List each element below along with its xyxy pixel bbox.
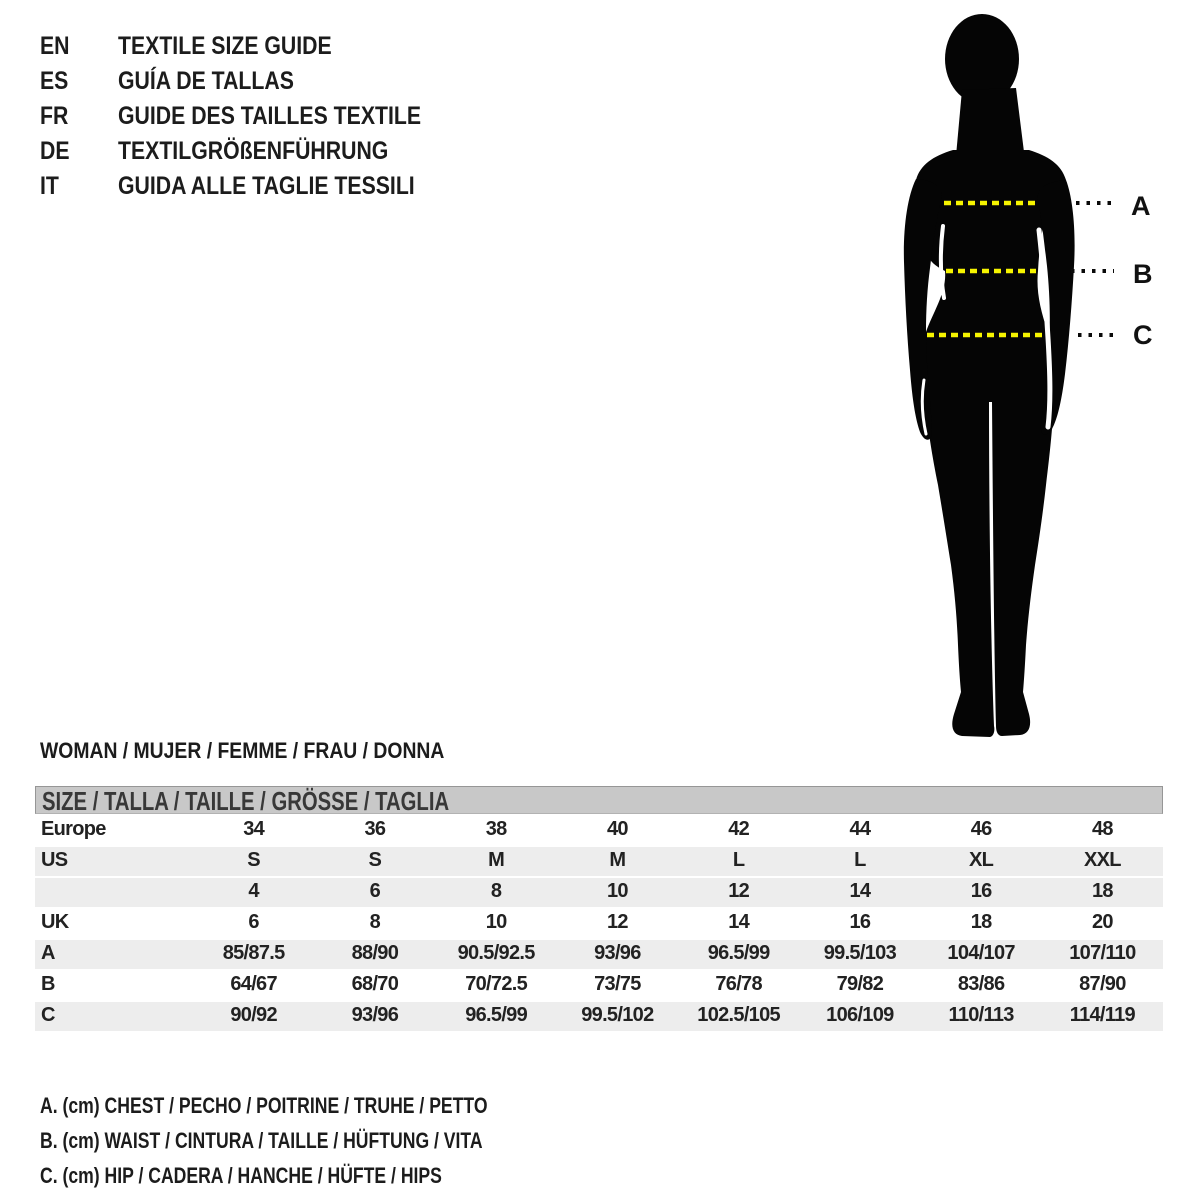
cell-value: L	[732, 849, 745, 871]
cell-value: 88/90	[351, 942, 399, 964]
cell-value: 68/70	[351, 973, 399, 995]
cell-value: 96.5/99	[465, 1004, 528, 1026]
cell-value: 20	[1091, 911, 1113, 933]
cell-value: 99.5/102	[581, 1004, 654, 1026]
cell-value: 14	[849, 880, 871, 902]
language-row	[40, 29, 475, 64]
cell-value: 93/96	[351, 1004, 399, 1026]
cell-value: 6	[248, 911, 259, 933]
legend-line	[40, 1088, 599, 1123]
language-code: EN	[40, 32, 70, 60]
cell-value: 85/87.5	[222, 942, 285, 964]
table-row	[35, 907, 1163, 938]
cell-value: 44	[849, 818, 871, 840]
silhouette-neck	[956, 88, 1024, 156]
row-label: US	[41, 849, 68, 871]
woman-silhouette-figure	[880, 0, 1200, 760]
language-title: TEXTILE SIZE GUIDE	[118, 32, 332, 60]
row-label: UK	[41, 911, 69, 933]
row-label: B	[41, 973, 55, 995]
cell-value: 8	[490, 880, 502, 902]
cell-value: 76/78	[715, 973, 762, 995]
measurement-legend	[40, 1088, 599, 1193]
cell-value: 106/109	[826, 1004, 894, 1026]
cell-value: 16	[849, 911, 871, 933]
language-title: GUIDA ALLE TAGLIE TESSILI	[118, 172, 415, 200]
section-title	[40, 737, 500, 765]
cell-value: 34	[243, 818, 265, 840]
cell-value: 93/96	[594, 942, 641, 964]
legend-line-text: A. (cm) CHEST / PECHO / POITRINE / TRUHE / PETTO	[40, 1093, 488, 1118]
marker-label-a: A	[1131, 191, 1151, 221]
language-title: TEXTILGRÖßENFÜHRUNG	[118, 137, 389, 165]
table-header	[35, 786, 1163, 814]
measurement-figure	[880, 0, 1200, 760]
cell-value: 36	[364, 818, 386, 840]
cell-value: 70/72.5	[465, 973, 528, 995]
silhouette-torso-legs	[914, 150, 1066, 737]
cell-value: 10	[606, 880, 628, 902]
table-row	[35, 969, 1163, 1000]
cell-value: 12	[606, 911, 628, 933]
row-label	[35, 876, 193, 907]
cell-value: M	[609, 849, 626, 871]
cell-value: XL	[969, 849, 994, 871]
section-title-text: WOMAN / MUJER / FEMME / FRAU / DONNA	[40, 738, 445, 763]
language-title: GUIDE DES TAILLES TEXTILE	[118, 102, 422, 130]
cell-value: 8	[369, 911, 381, 933]
language-code: ES	[40, 67, 69, 95]
cell-value: S	[368, 849, 382, 871]
cell-value: 79/82	[836, 973, 884, 995]
cell-value: 73/75	[594, 973, 641, 995]
cell-value: 87/90	[1079, 973, 1126, 995]
cell-value: 16	[970, 880, 992, 902]
cell-value: 102.5/105	[697, 1004, 780, 1026]
table-header-text: SIZE / TALLA / TAILLE / GRÖSSE / TAGLIA	[42, 786, 450, 816]
legend-line-text: B. (cm) WAIST / CINTURA / TAILLE / HÜFTUNG / VITA	[40, 1128, 483, 1153]
size-table	[35, 786, 1163, 1031]
marker-label-c: C	[1133, 320, 1153, 350]
cell-value: XXL	[1083, 849, 1121, 871]
cell-value: 110/113	[948, 1004, 1014, 1026]
cell-value: 104/107	[947, 942, 1015, 964]
legend-line	[40, 1158, 599, 1193]
cell-value: 14	[728, 911, 750, 933]
language-title: GUÍA DE TALLAS	[118, 67, 294, 95]
legend-line	[40, 1123, 599, 1158]
language-code: DE	[40, 137, 70, 165]
row-label: C	[41, 1004, 55, 1026]
cell-value: 38	[485, 818, 507, 840]
language-row	[40, 64, 475, 99]
cell-value: L	[854, 849, 866, 871]
cell-value: 4	[248, 880, 259, 902]
pointer-lines	[1071, 203, 1117, 335]
cell-value: 96.5/99	[707, 942, 770, 964]
cell-value: 18	[970, 911, 992, 933]
cell-value: S	[247, 849, 260, 871]
row-label: A	[41, 942, 55, 964]
table-row	[35, 845, 1163, 876]
table-row	[35, 876, 1163, 907]
cell-value: 6	[369, 880, 381, 902]
language-code: IT	[40, 172, 59, 200]
table-body	[35, 814, 1163, 1031]
cell-value: M	[488, 849, 505, 871]
table-row	[35, 814, 1163, 845]
marker-labels	[1131, 191, 1153, 350]
cell-value: 10	[485, 911, 507, 933]
cell-value: 114/119	[1069, 1004, 1135, 1026]
cell-value: 40	[606, 818, 628, 840]
cell-value: 42	[728, 818, 750, 840]
language-code: FR	[40, 102, 69, 130]
cell-value: 90/92	[230, 1004, 277, 1026]
cell-value: 48	[1091, 818, 1113, 840]
cell-value: 12	[728, 880, 750, 902]
table-row	[35, 1000, 1163, 1031]
cell-value: 46	[970, 818, 992, 840]
language-list	[40, 29, 475, 204]
cell-value: 99.5/103	[823, 942, 896, 964]
table-row	[35, 938, 1163, 969]
row-label: Europe	[41, 818, 106, 840]
language-row	[40, 134, 475, 169]
cell-value: 18	[1091, 880, 1113, 902]
language-row	[40, 169, 475, 204]
cell-value: 90.5/92.5	[457, 942, 535, 964]
marker-label-b: B	[1133, 259, 1153, 289]
cell-value: 64/67	[230, 973, 277, 995]
cell-value: 83/86	[957, 973, 1005, 995]
legend-line-text: C. (cm) HIP / CADERA / HANCHE / HÜFTE / HIPS	[40, 1163, 442, 1188]
language-row	[40, 99, 475, 134]
cell-value: 107/110	[1069, 942, 1136, 964]
